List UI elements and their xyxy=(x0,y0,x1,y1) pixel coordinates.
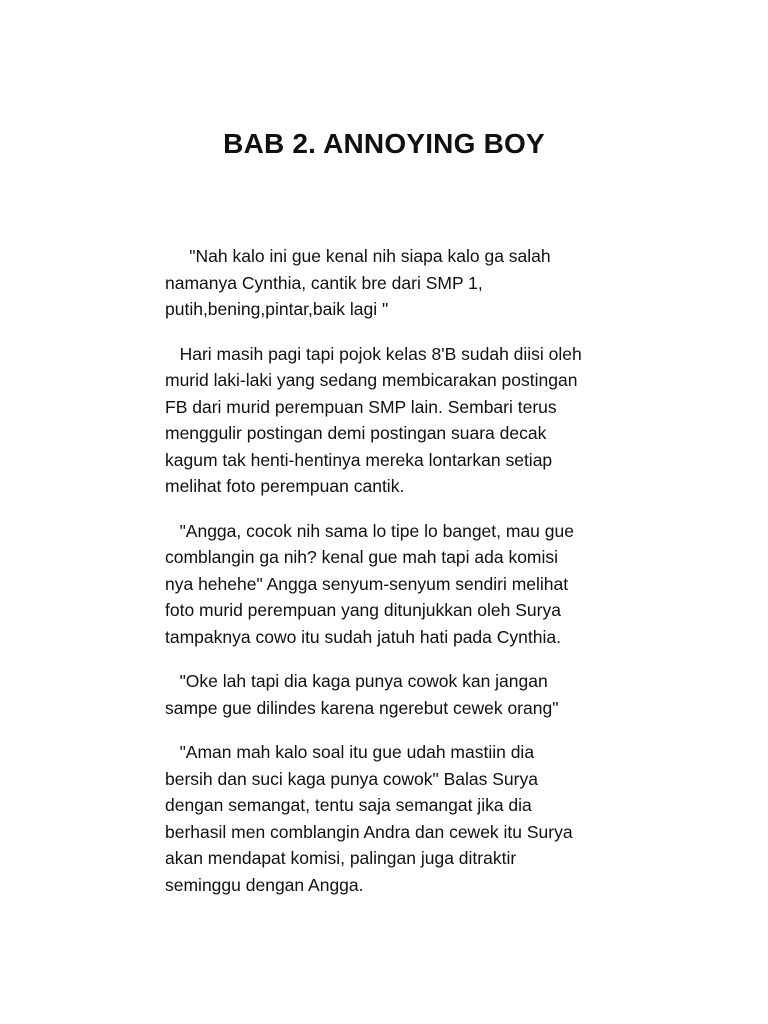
text-line: tampaknya cowo itu sudah jatuh hati pada Cynthia. xyxy=(165,626,561,647)
text-line: foto murid perempuan yang ditunjukkan oleh Surya xyxy=(165,600,561,620)
text-line: dengan semangat, tentu saja semangat jika dia xyxy=(165,795,532,815)
text-line: nya hehehe" Angga senyum-senyum sendiri melihat xyxy=(165,573,569,594)
paragraph-4 xyxy=(165,668,605,721)
text-line: Hari masih pagi tapi pojok kelas 8'B sudah diisi oleh xyxy=(165,343,582,364)
text-line: melihat foto perempuan cantik. xyxy=(165,476,405,496)
chapter-body xyxy=(165,243,605,916)
text-line: kagum tak henti-hentinya mereka lontarkan setiap xyxy=(165,449,553,470)
paragraph-3 xyxy=(165,518,605,651)
text-line: berhasil men comblangin Andra dan cewek itu Surya xyxy=(165,821,573,842)
text-line: comblangin ga nih? kenal gue mah tapi ada komisi xyxy=(165,547,559,567)
paragraph-5 xyxy=(165,739,605,898)
text-line: seminggu dengan Angga. xyxy=(165,874,364,895)
text-line: akan mendapat komisi, palingan juga ditraktir xyxy=(165,848,517,868)
chapter-title: BAB 2. ANNOYING BOY xyxy=(223,128,545,159)
text-line: "Oke lah tapi dia kaga punya cowok kan jangan xyxy=(165,671,548,691)
text-line: FB dari murid perempuan SMP lain. Sembari terus xyxy=(165,396,557,417)
text-line: "Nah kalo ini gue kenal nih siapa kalo ga salah xyxy=(165,246,551,266)
text-line: "Angga, cocok nih sama lo tipe lo banget, mau gue xyxy=(165,520,574,541)
paragraph-1 xyxy=(165,243,605,323)
text-line: "Aman mah kalo soal itu gue udah mastiin dia xyxy=(165,742,535,762)
text-line: murid laki-laki yang sedang membicarakan postingan xyxy=(165,370,578,390)
text-line: putih,bening,pintar,baik lagi " xyxy=(165,299,389,319)
text-line: bersih dan suci kaga punya cowok" Balas Surya xyxy=(165,768,538,789)
paragraph-2 xyxy=(165,341,605,500)
text-line: sampe gue dilindes karena ngerebut cewek orang" xyxy=(165,697,559,718)
text-line: menggulir postingan demi postingan suara decak xyxy=(165,423,547,443)
text-line: namanya Cynthia, cantik bre dari SMP 1, xyxy=(165,272,483,293)
